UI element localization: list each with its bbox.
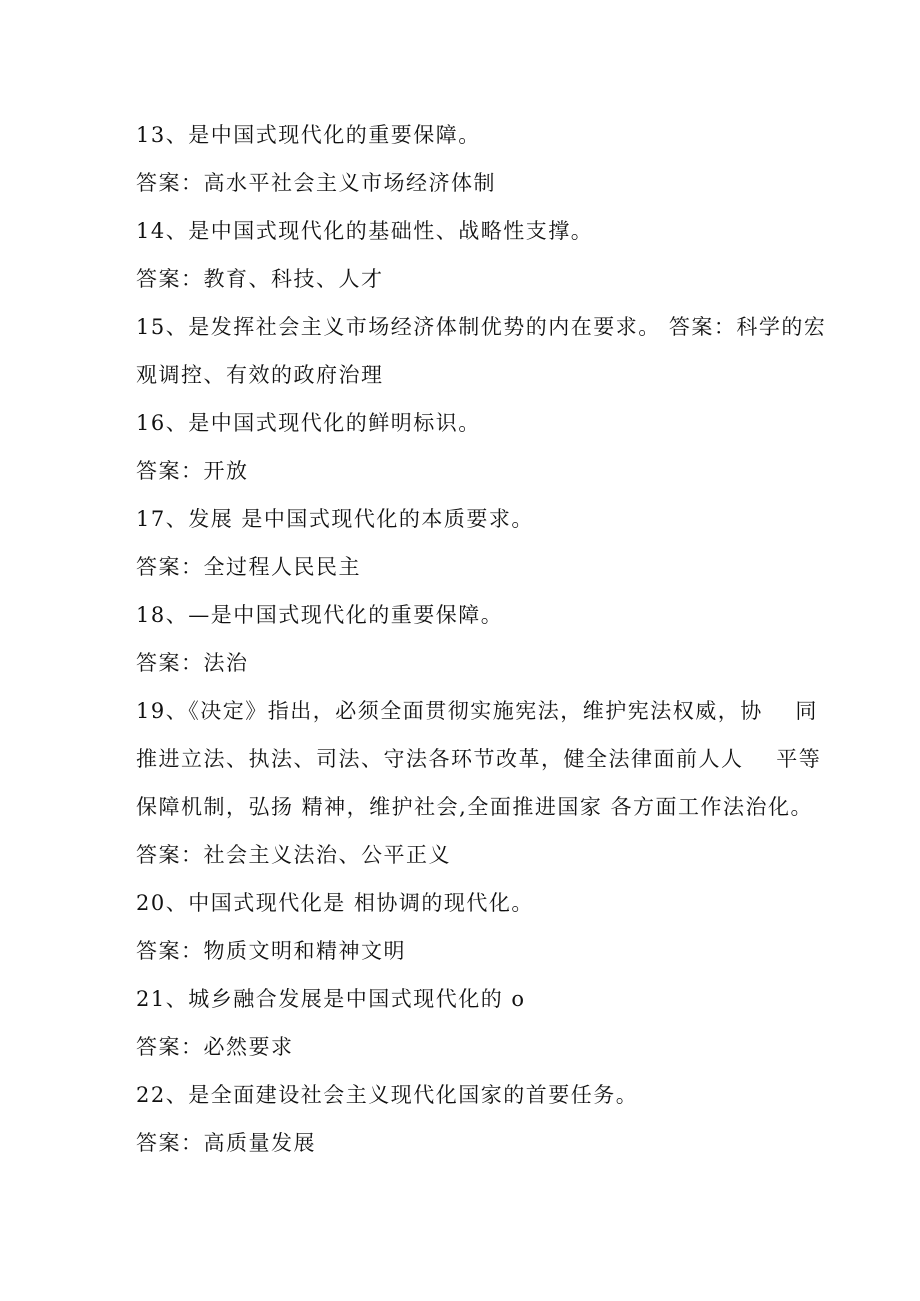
question-15-line-1: 15、是发挥社会主义市场经济体制优势的内在要求。 答案：科学的宏: [136, 315, 827, 339]
answer-19: 答案：社会主义法治、公平正义: [136, 843, 451, 867]
question-15-line-2: 观调控、有效的政府治理: [136, 363, 384, 387]
question-18: 18、—是中国式现代化的重要保障。: [136, 603, 504, 627]
answer-20: 答案：物质文明和精神文明: [136, 939, 406, 963]
question-22: 22、是全面建设社会主义现代化国家的首要任务。: [136, 1083, 639, 1107]
question-16: 16、是中国式现代化的鲜明标识。: [136, 411, 481, 435]
question-20: 20、中国式现代化是 相协调的现代化。: [136, 891, 534, 915]
question-21: 21、城乡融合发展是中国式现代化的 o: [136, 987, 526, 1011]
answer-16: 答案：开放: [136, 459, 249, 483]
answer-22: 答案：高质量发展: [136, 1131, 316, 1155]
question-19-line-2: 推进立法、执法、司法、守法各环节改革，健全法律面前人人 平等: [136, 747, 822, 771]
answer-17: 答案：全过程人民民主: [136, 555, 361, 579]
question-13: 13、是中国式现代化的重要保障。: [136, 123, 481, 147]
question-19-line-1: 19、《决定》指出，必须全面贯彻实施宪法，维护宪法权威，协 同: [136, 699, 818, 723]
answer-14: 答案：教育、科技、人才: [136, 267, 384, 291]
answer-13: 答案：高水平社会主义市场经济体制: [136, 171, 496, 195]
answer-21: 答案：必然要求: [136, 1035, 294, 1059]
question-19-line-3: 保障机制，弘扬 精神，维护社会,全面推进国家 各方面工作法治化。: [136, 795, 814, 819]
question-14: 14、是中国式现代化的基础性、战略性支撑。: [136, 219, 594, 243]
question-17: 17、发展 是中国式现代化的本质要求。: [136, 507, 534, 531]
answer-18: 答案：法治: [136, 651, 249, 675]
